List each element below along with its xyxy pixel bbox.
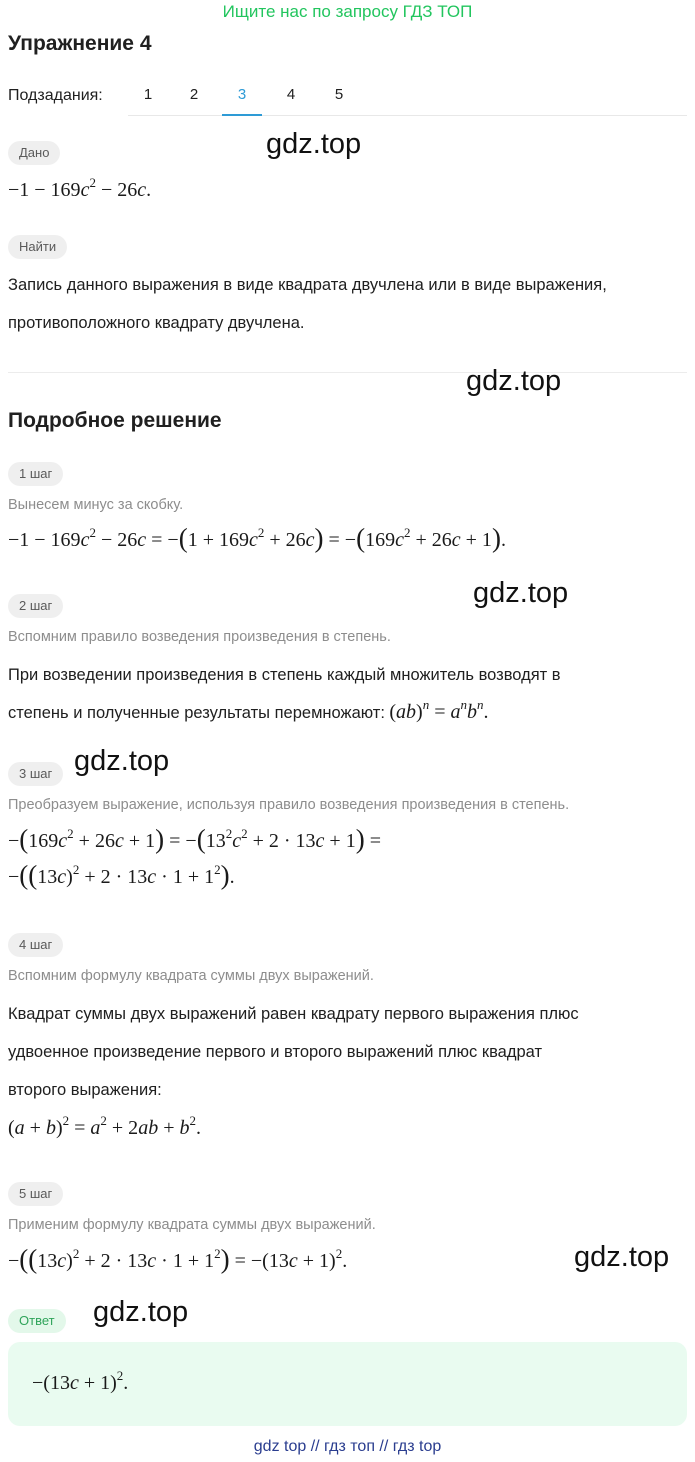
- watermark: gdz.top: [74, 745, 170, 777]
- given-badge: [8, 141, 60, 165]
- find-text-line-2: противоположного квадрату двучлена.: [8, 314, 305, 332]
- step-2-hint: Вспомним правило возведения произведения в степень.: [8, 629, 391, 645]
- step-label: 4 шаг: [8, 933, 63, 957]
- step-5-expression: $-((13c)^2 + 2 \cdot 13c \cdot 1 + 1^2) = -(13c + 1)^2$.: [8, 1244, 348, 1274]
- step-2-expression: $(ab)^n = a^nb^n$.: [389, 697, 489, 723]
- step-4-hint: Вспомним формулу квадрата суммы двух выражений.: [8, 968, 374, 984]
- step-3-badge: [8, 762, 63, 786]
- answer-label: Ответ: [8, 1309, 66, 1333]
- tab-4[interactable]: 4: [286, 86, 296, 103]
- step-3-expression-line-1: $-(169c^2 + 26c + 1) = -(13^2c^2 + 2 \cdot 13c + 1)$ =: [8, 824, 381, 854]
- subtask-tabs: [128, 76, 687, 116]
- tab-5[interactable]: 5: [334, 86, 344, 103]
- watermark: gdz.top: [473, 577, 569, 609]
- watermark: gdz.top: [93, 1296, 189, 1328]
- footer-links[interactable]: gdz top // гдз топ // гдз top: [253, 1438, 442, 1455]
- tab-2[interactable]: 2: [189, 86, 199, 103]
- search-banner: Ищите нас по запросу ГДЗ ТОП: [222, 2, 473, 21]
- find-label: Найти: [8, 235, 67, 259]
- answer-box: [8, 1342, 687, 1426]
- step-5-hint: Применим формулу квадрата суммы двух выражений.: [8, 1217, 376, 1233]
- find-text-line-1: Запись данного выражения в виде квадрата двучлена или в виде выражения,: [8, 276, 607, 294]
- step-3-hint: Преобразуем выражение, используя правило возведения произведения в степень.: [8, 797, 570, 813]
- answer-badge: [8, 1309, 66, 1333]
- step-5-badge: [8, 1182, 63, 1206]
- step-label: 3 шаг: [8, 762, 63, 786]
- step-4-badge: [8, 933, 63, 957]
- step-label: 1 шаг: [8, 462, 63, 486]
- step-label: 5 шаг: [8, 1182, 63, 1206]
- step-4-expression: $(a + b)^2 = a^2 + 2ab + b^2$.: [8, 1113, 201, 1139]
- watermark: gdz.top: [574, 1241, 670, 1273]
- step-4-text-line-3: второго выражения:: [8, 1081, 162, 1099]
- given-label: Дано: [8, 141, 60, 165]
- divider: [8, 372, 687, 373]
- tab-3[interactable]: 3: [222, 76, 262, 116]
- step-label: 2 шаг: [8, 594, 63, 618]
- find-badge: [8, 235, 67, 259]
- step-1-badge: [8, 462, 63, 486]
- step-2-text-line-1: При возведении произведения в степень каждый множитель возводят в: [8, 666, 561, 684]
- step-2-badge: [8, 594, 63, 618]
- subtasks-label: Подзадания:: [8, 87, 103, 104]
- solution-title: Подробное решение: [8, 409, 222, 432]
- tab-1[interactable]: 1: [143, 86, 153, 103]
- step-2-text-line-2: [8, 694, 488, 732]
- step-3-expression-line-2: $-((13c)^2 + 2 \cdot 13c \cdot 1 + 1^2)$.: [8, 860, 235, 890]
- given-expression: $-1 - 169c^2 - 26c$.: [8, 175, 152, 201]
- step-4-text-line-2: удвоенное произведение первого и второго выражений плюс квадрат: [8, 1043, 543, 1061]
- step-2-text-line-2-words: степень и полученные результаты перемножают:: [8, 704, 385, 722]
- step-1-expression: $-1 - 169c^2 - 26c = -(1 + 169c^2 + 26c) = -(169c^2 + 26c + 1)$.: [8, 523, 506, 553]
- page-title: Упражнение 4: [8, 32, 152, 55]
- answer-expression: $-(13c + 1)^2$.: [32, 1368, 129, 1394]
- step-4-text-line-1: Квадрат суммы двух выражений равен квадрату первого выражения плюс: [8, 1005, 579, 1023]
- step-1-hint: Вынесем минус за скобку.: [8, 497, 184, 513]
- watermark: gdz.top: [266, 128, 362, 160]
- watermark: gdz.top: [466, 365, 562, 397]
